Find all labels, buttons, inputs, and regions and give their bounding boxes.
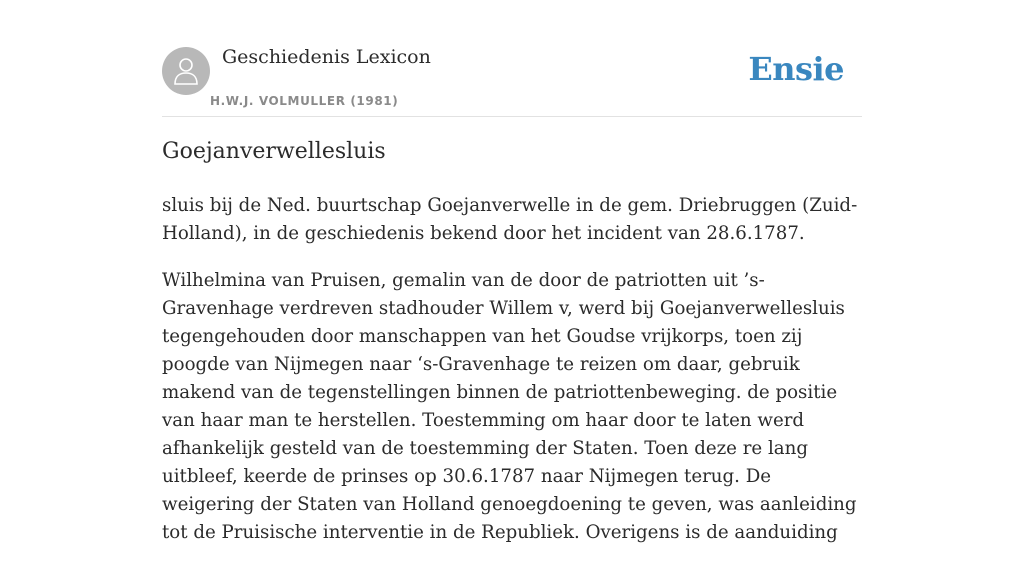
- page-header: [162, 44, 862, 117]
- ensie-logo[interactable]: Ensie: [748, 50, 844, 88]
- article-paragraph-2: Wilhelmina van Pruisen, gemalin van de door de patriotten uit ’s-Gravenhage verdreven stadhouder Willem v, werd bij Goejanverwellesluis tegengehouden door manschappen van het Goudse vrijkorps, toen zij poogde van Nijmegen naar ‘s-Gravenhage te reizen om daar, gebruik makend van de tegenstellingen binnen de patriottenbeweging. de positie van haar man te herstellen. Toestemming om haar door te laten werd afhankelijk gesteld van de toestemming der Staten. Toen deze re lang uitbleef, keerde de prinses op 30.6.1787 naar Nijmegen terug. De weigering der Staten van Holland genoegdoening te geven, was aanleiding tot de Pruisische interventie in de Republiek. Overigens is de aanduiding: [162, 270, 857, 543]
- user-icon: [174, 57, 198, 85]
- author-link[interactable]: H.W.J. VOLMULLER (1981): [210, 94, 399, 108]
- author-avatar[interactable]: [162, 47, 210, 95]
- lexicon-title-link[interactable]: Geschiedenis Lexicon: [222, 46, 431, 68]
- article-body: [162, 192, 868, 566]
- entry-title: Goejanverwellesluis: [162, 139, 386, 164]
- article-paragraph-1: sluis bij de Ned. buurtschap Goejanverwelle in de gem. Driebruggen (Zuid-Holland), in de geschiedenis bekend door het incident van 28.6.1787.: [162, 195, 858, 244]
